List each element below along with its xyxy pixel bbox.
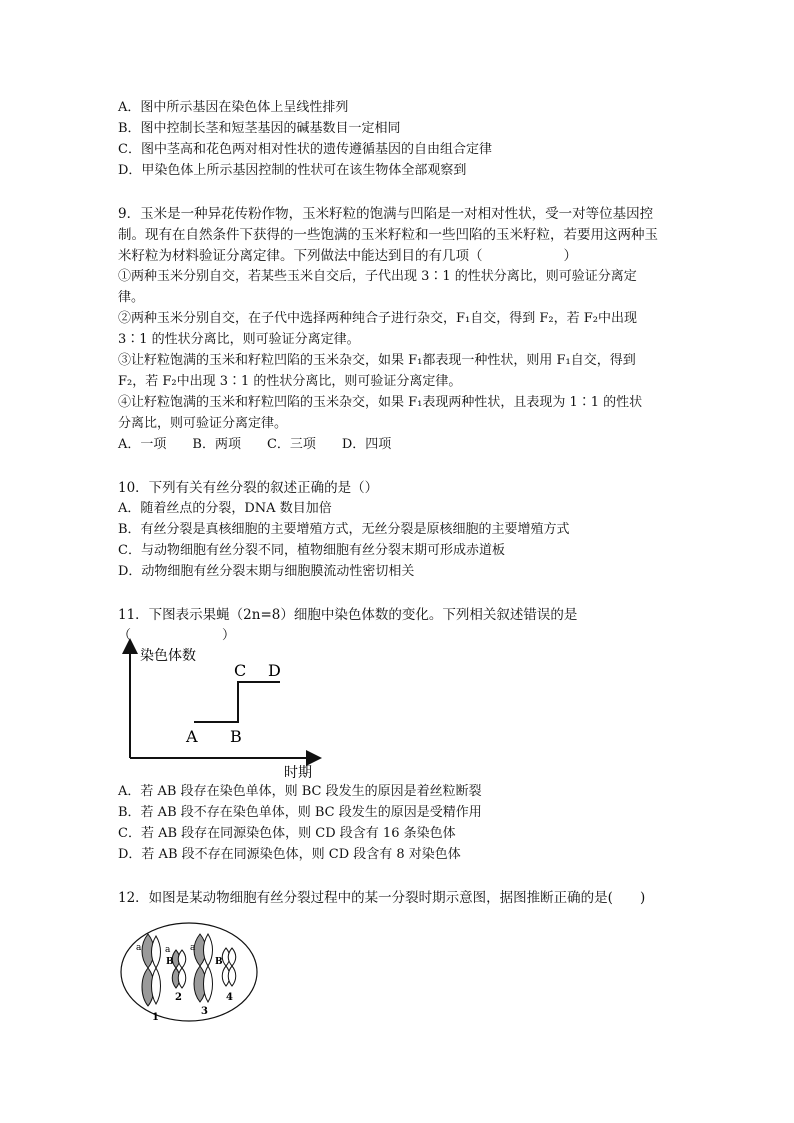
- q9-statement-2b: 3∶1 的性状分离比，则可验证分离定律。: [118, 332, 360, 347]
- chromosome-number-graph: [118, 636, 328, 784]
- gene-label-a-3: a: [190, 943, 196, 953]
- q11-stem: 11．下图表示果蝇（2n=8）细胞中染色体数的变化。下列相关叙述错误的是: [118, 607, 578, 623]
- q9-stem-line-3: 米籽粒为材料验证分离定律。下列做法中能达到目的有几项（ ）: [118, 248, 577, 264]
- q9-statement-2a: ②两种玉米分别自交，在子代中选择两种纯合子进行杂交，F₁自交，得到 F₂，若 F₂中出现: [118, 311, 637, 326]
- chromosome-number-2: 2: [175, 992, 182, 1003]
- q10-stem: 10．下列有关有丝分裂的叙述正确的是（）: [118, 480, 379, 496]
- q11-answer-paren: （ ）: [118, 628, 236, 643]
- q8-option-c: C．图中茎高和花色两对相对性状的遗传遵循基因的自由组合定律: [118, 142, 492, 157]
- q9-statement-4a: ④让籽粒饱满的玉米和籽粒凹陷的玉米杂交，如果 F₁表现两种性状，且表现为 1∶1 的性状: [118, 395, 643, 410]
- point-label-b: B: [230, 727, 242, 746]
- point-label-d: D: [268, 661, 281, 680]
- q11-option-d: D．若 AB 段不存在同源染色体，则 CD 段含有 8 对染色体: [118, 847, 461, 862]
- q9-statement-4b: 分离比，则可验证分离定律。: [118, 416, 288, 431]
- chromosome-number-3: 3: [201, 1006, 208, 1017]
- q9-statement-3a: ③让籽粒饱满的玉米和籽粒凹陷的玉米杂交，如果 F₁都表现一种性状，则用 F₁自交，得到: [118, 353, 636, 368]
- q9-statement-3b: F₂，若 F₂中出现 3∶1 的性状分离比，则可验证分离定律。: [118, 374, 462, 389]
- gene-label-a-2: a: [165, 945, 171, 955]
- chromosome-4: [222, 948, 236, 986]
- cell-membrane: [121, 923, 257, 1021]
- gene-label-b-2: B: [215, 957, 223, 967]
- chromosome-2: [172, 950, 186, 988]
- chromosome-3: [194, 934, 213, 1002]
- q10-option-d: D．动物细胞有丝分裂末期与细胞膜流动性密切相关: [118, 564, 415, 579]
- q11-option-b: B．若 AB 段不存在染色单体，则 BC 段发生的原因是受精作用: [118, 805, 482, 820]
- x-axis-label: 时期: [284, 765, 312, 781]
- q8-option-d: D．甲染色体上所示基因控制的性状可在该生物体全部观察到: [118, 163, 467, 178]
- q9-statement-1b: 律。: [118, 290, 145, 305]
- chromosome-1: [142, 934, 161, 1006]
- q11-option-c: C．若 AB 段存在同源染色体，则 CD 段含有 16 条染色体: [118, 826, 456, 841]
- q10-option-c: C．与动物细胞有丝分裂不同，植物细胞有丝分裂末期可形成赤道板: [118, 543, 505, 558]
- point-label-a: A: [186, 727, 198, 746]
- q10-option-a: A．随着丝点的分裂，DNA 数目加倍: [118, 501, 332, 516]
- chromosome-number-4: 4: [226, 992, 233, 1003]
- gene-label-a-1: a: [136, 943, 142, 953]
- gene-label-b-1: B: [166, 957, 174, 967]
- q11-option-a: A．若 AB 段存在染色单体，则 BC 段发生的原因是着丝粒断裂: [118, 784, 482, 799]
- point-label-c: C: [234, 661, 247, 680]
- q9-stem-line-2: 制。现有在自然条件下获得的一些饱满的玉米籽粒和一些凹陷的玉米籽粒，若要用这两种玉: [118, 227, 658, 243]
- y-axis-label: 染色体数: [140, 648, 196, 664]
- q9-stem-line-1: 9．玉米是一种异花传粉作物，玉米籽粒的饱满与凹陷是一对相对性状，受一对等位基因控: [118, 206, 654, 222]
- q12-stem: 12．如图是某动物细胞有丝分裂过程中的某一分裂时期示意图，据图推断正确的是( ): [118, 890, 646, 906]
- q10-option-b: B．有丝分裂是真核细胞的主要增殖方式，无丝分裂是原核细胞的主要增殖方式: [118, 522, 570, 537]
- q9-options: A．一项 B．两项 C．三项 D．四项: [118, 437, 392, 452]
- chromosome-step-line: [194, 682, 280, 722]
- q8-option-b: B．图中控制长茎和短茎基因的碱基数目一定相同: [118, 121, 401, 136]
- chromosome-number-1: 1: [152, 1012, 159, 1023]
- q9-statement-1a: ①两种玉米分别自交，若某些玉米自交后，子代出现 3∶1 的性状分离比，则可验证分离定: [118, 269, 637, 284]
- cell-division-figure: [118, 920, 260, 1024]
- q8-option-a: A．图中所示基因在染色体上呈线性排列: [118, 100, 349, 115]
